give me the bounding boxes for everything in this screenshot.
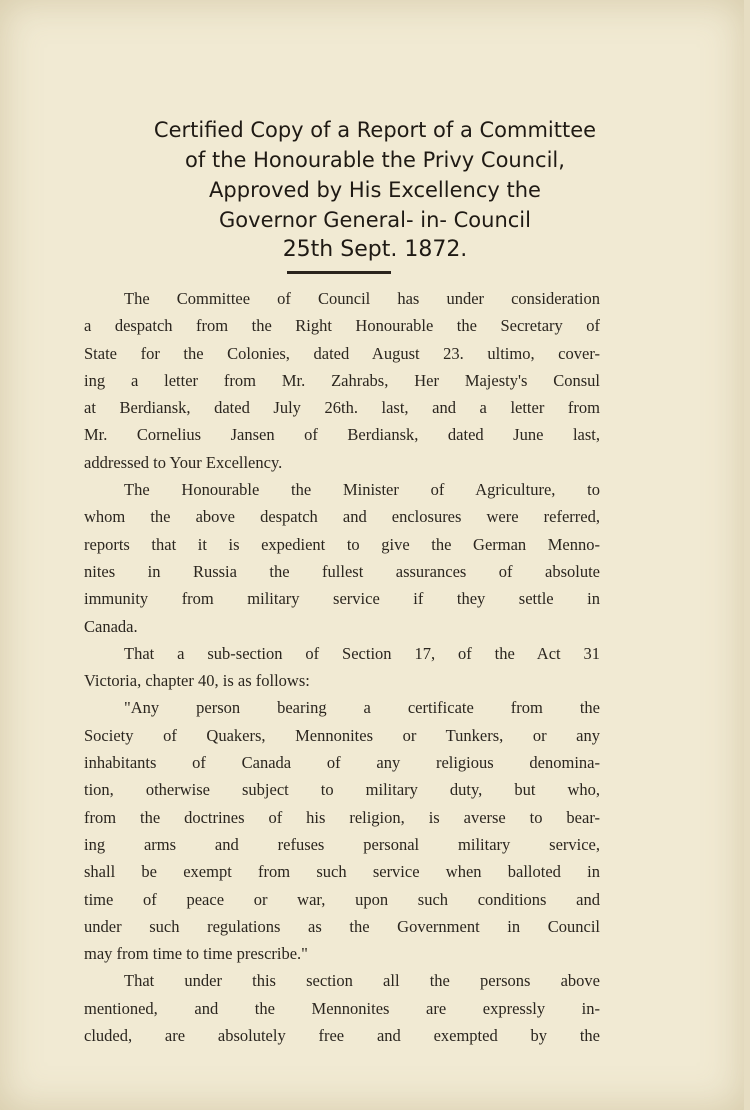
paragraph-act-subsection [84, 640, 600, 695]
heading-divider [287, 271, 391, 274]
text-line: whom the above despatch and enclosures were referred, [84, 507, 600, 527]
text-line: reports that it is expedient to give the German Menno- [84, 534, 600, 554]
text-line: That under this section all the persons above [124, 971, 600, 991]
text-line: mentioned, and the Mennonites are expressly in- [84, 998, 600, 1018]
text-line: ing arms and refuses personal military service, [84, 834, 600, 854]
text-line: may from time to time prescribe." [84, 944, 308, 964]
text-line: at Berdiansk, dated July 26th. last, and a letter from [84, 398, 600, 418]
text-line: addressed to Your Excellency. [84, 452, 283, 472]
text-line: tion, otherwise subject to military duty, but who, [84, 780, 600, 800]
text-line: Mr. Cornelius Jansen of Berdiansk, dated June last, [84, 425, 600, 445]
text-line: The Honourable the Minister of Agriculture, to [124, 480, 600, 500]
text-line: a despatch from the Right Honourable the Secretary of [84, 316, 600, 336]
text-line: "Any person bearing a certificate from the [124, 698, 600, 718]
text-line: Victoria, chapter 40, is as follows: [84, 671, 310, 691]
text-line: Society of Quakers, Mennonites or Tunkers, or any [84, 725, 600, 745]
paragraph-minister-agriculture [84, 476, 600, 640]
heading-date: 25th Sept. 1872. [282, 237, 468, 262]
text-line: The Committee of Council has under consideration [124, 289, 600, 308]
paragraph-exemption [84, 967, 600, 1049]
text-line: ing a letter from Mr. Zahrabs, Her Majesty's Consul [84, 370, 600, 390]
heading-line-1: Certified Copy of a Report of a Committee [153, 118, 597, 142]
text-line: time of peace or war, upon such conditions and [84, 889, 600, 909]
paragraph-committee-consideration [84, 285, 600, 476]
document-body [84, 285, 600, 1049]
text-line: Canada. [84, 616, 138, 636]
text-line: immunity from military service if they settle in [84, 589, 600, 609]
text-line: nites in Russia the fullest assurances of absolute [84, 561, 600, 581]
heading-line-3: Approved by His Excellency the [209, 178, 541, 202]
document-heading [60, 115, 690, 265]
text-line: That a sub-section of Section 17, of the Act 31 [124, 643, 600, 663]
text-line: shall be exempt from such service when balloted in [84, 862, 600, 882]
text-line: State for the Colonies, dated August 23. ultimo, cover- [84, 343, 600, 363]
heading-line-4: Governor General- in- Council [219, 208, 531, 232]
text-line: cluded, are absolutely free and exempted by the [84, 1026, 600, 1046]
text-line: from the doctrines of his religion, is averse to bear- [84, 807, 600, 827]
paragraph-quoted-act [84, 694, 600, 967]
text-line: inhabitants of Canada of any religious denomina- [84, 753, 600, 773]
text-line: under such regulations as the Government in Council [84, 916, 600, 936]
heading-line-2: of the Honourable the Privy Council, [185, 148, 565, 172]
